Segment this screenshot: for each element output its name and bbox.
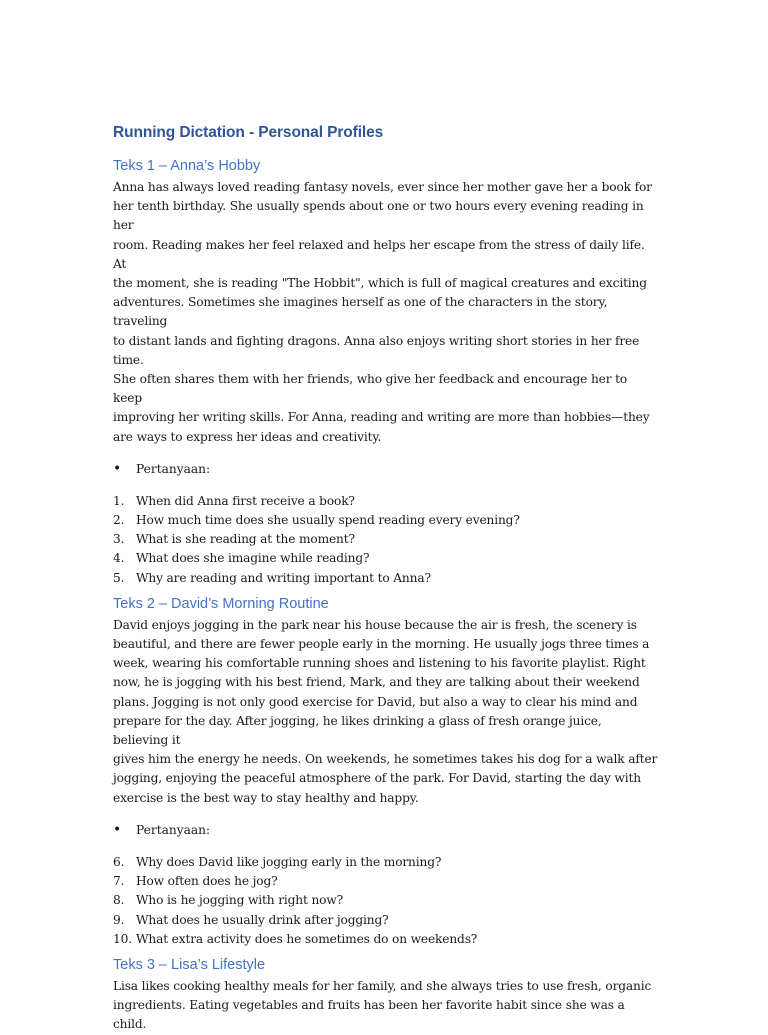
paragraph-line: to distant lands and fighting dragons. Anna also enjoys writing short stories in her free time. (113, 333, 640, 367)
paragraph-line: her tenth birthday. She usually spends about one or two hours every evening reading in her (113, 199, 644, 233)
question-item (113, 511, 658, 530)
paragraph-line: are ways to express her ideas and creativity. (113, 429, 382, 444)
section-heading: Teks 1 – Anna’s Hobby (113, 158, 261, 174)
question-number: 7. (113, 874, 125, 889)
bullet-label: Pertanyaan: (136, 461, 211, 476)
paragraph-line: now, he is jogging with his best friend, Mark, and they are talking about their weekend (113, 675, 640, 690)
paragraph-line: prepare for the day. After jogging, he likes drinking a glass of fresh orange juice, believing it (113, 713, 602, 748)
question-number: 2. (113, 513, 125, 528)
section-paragraph (113, 616, 658, 808)
paragraph-line: gives him the energy he needs. On weekends, he sometimes takes his dog for a walk after (113, 752, 658, 767)
paragraph-line: exercise is the best way to stay healthy and happy. (113, 790, 419, 805)
question-text: How much time does she usually spend reading every evening? (136, 513, 520, 528)
question-item (113, 872, 658, 891)
paragraph-line: improving her writing skills. For Anna, reading and writing are more than hobbies—they (113, 410, 650, 425)
question-item (113, 549, 658, 568)
bullet-label: Pertanyaan: (136, 822, 211, 837)
section-david (113, 596, 658, 949)
paragraph-line: week, wearing his comfortable running shoes and listening to his favorite playlist. Right (113, 656, 646, 671)
section-heading: Teks 3 – Lisa’s Lifestyle (113, 956, 266, 973)
question-text: How often does he jog? (136, 874, 278, 889)
bullet-icon: • (113, 821, 122, 838)
questions-bullet (113, 821, 658, 840)
paragraph-line: She often shares them with her friends, who give her feedback and encourage her to keep (113, 372, 628, 406)
question-item (113, 569, 658, 588)
question-text: What does he usually drink after jogging? (136, 912, 389, 927)
question-item (113, 530, 658, 549)
document-title: Running Dictation - Personal Profiles (113, 124, 384, 141)
document-page (113, 124, 658, 1035)
paragraph-line: beautiful, and there are fewer people early in the morning. He usually jogs three times a (113, 637, 650, 652)
paragraph-line: ingredients. Eating vegetables and fruits has been her favorite habit since she was a child. (113, 998, 625, 1032)
question-text: Why are reading and writing important to Anna? (136, 570, 431, 585)
section-anna (113, 158, 658, 588)
question-text: What is she reading at the moment? (136, 532, 355, 547)
question-text: Why does David like jogging early in the morning? (136, 854, 442, 869)
question-number: 6. (113, 854, 125, 869)
question-number: 3. (113, 532, 125, 547)
question-item (113, 853, 658, 872)
question-text: What does she imagine while reading? (136, 551, 370, 566)
question-number: 4. (113, 551, 125, 566)
section-paragraph (113, 977, 658, 1035)
paragraph-line: adventures. Sometimes she imagines herself as one of the characters in the story, traveling (113, 295, 608, 329)
question-item (113, 891, 658, 910)
questions-bullet (113, 460, 658, 479)
question-number: 8. (113, 893, 125, 908)
question-text: What extra activity does he sometimes do on weekends? (136, 931, 478, 946)
paragraph-line: David enjoys jogging in the park near his house because the air is fresh, the scenery is (113, 617, 637, 632)
bullet-icon: • (113, 460, 122, 477)
section-paragraph (113, 178, 658, 447)
section-heading: Teks 2 – David’s Morning Routine (113, 595, 329, 612)
section-lisa (113, 957, 658, 1035)
paragraph-line: room. Reading makes her feel relaxed and helps her escape from the stress of daily life. At (113, 237, 645, 271)
question-item (113, 911, 658, 930)
question-text: When did Anna first receive a book? (136, 493, 355, 508)
paragraph-line: the moment, she is reading "The Hobbit", which is full of magical creatures and exciting (113, 276, 647, 291)
question-number: 5. (113, 570, 125, 585)
question-number: 9. (113, 912, 125, 927)
paragraph-line: Lisa likes cooking healthy meals for her family, and she always tries to use fresh, organic (113, 978, 652, 993)
question-list (113, 492, 658, 588)
question-text: Who is he jogging with right now? (136, 893, 343, 908)
question-item (113, 930, 658, 949)
question-item (113, 492, 658, 511)
question-number: 10. (113, 931, 132, 946)
paragraph-line: plans. Jogging is not only good exercise for David, but also a way to clear his mind and (113, 694, 638, 709)
paragraph-line: jogging, enjoying the peaceful atmosphere of the park. For David, starting the day with (113, 771, 641, 786)
question-number: 1. (113, 493, 125, 508)
question-list (113, 853, 658, 949)
paragraph-line: Anna has always loved reading fantasy novels, ever since her mother gave her a book for (113, 180, 652, 194)
